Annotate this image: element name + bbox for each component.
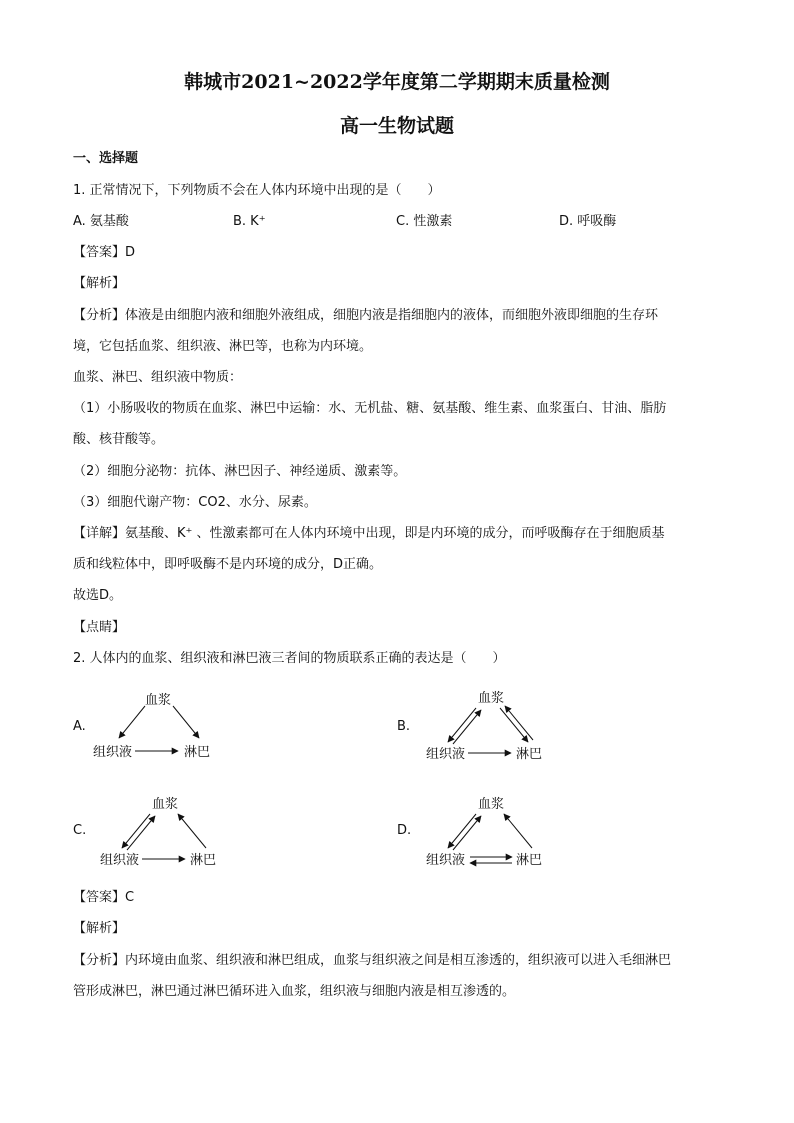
q1-analysis-label: 【解析】 xyxy=(73,276,126,291)
q2-answer: 【答案】C xyxy=(73,890,135,905)
arrow-plasma-to-tissue xyxy=(448,814,476,848)
plasma-label: 血浆 xyxy=(152,797,179,812)
q2-option-d-diagram xyxy=(420,790,560,876)
q2-option-c-letter: C. xyxy=(73,823,87,838)
arrow-plasma-to-tissue xyxy=(119,706,145,738)
q2-option-c-diagram xyxy=(94,790,234,872)
section-heading: 一、选择题 xyxy=(73,151,139,166)
arrow-lymph-to-plasma xyxy=(178,814,206,848)
lymph-label: 淋巴 xyxy=(184,745,211,760)
q1-analysis-line: （3）细胞代谢产物：CO2、水分、尿素。 xyxy=(73,495,317,510)
lymph-label: 淋巴 xyxy=(516,747,543,762)
q2-analysis-line: 【分析】内环境由血浆、组织液和淋巴组成，血浆与组织液之间是相互渗透的，组织液可以进入毛细淋巴 xyxy=(73,953,672,968)
lymph-label: 淋巴 xyxy=(516,853,543,868)
lymph-label: 淋巴 xyxy=(190,853,217,868)
q2-option-d-letter: D. xyxy=(397,823,412,838)
q1-analysis-line: 血浆、淋巴、组织液中物质： xyxy=(73,370,243,385)
q1-analysis-line: （1）小肠吸收的物质在血浆、淋巴中运输：水、无机盐、糖、氨基酸、维生素、血浆蛋白、甘油、脂肪 xyxy=(73,401,667,416)
plasma-label: 血浆 xyxy=(478,797,505,812)
tissue-fluid-label: 组织液 xyxy=(426,853,466,868)
plasma-label: 血浆 xyxy=(145,693,172,708)
tissue-fluid-label: 组织液 xyxy=(93,745,133,760)
q1-conclusion: 故选D。 xyxy=(73,588,123,603)
q1-detail-line: 【详解】氨基酸、K⁺ 、性激素都可在人体内环境中出现，即是内环境的成分，而呼吸酶存在于细胞质基 xyxy=(73,526,665,541)
q1-option-c: C. 性激素 xyxy=(396,214,453,229)
q1-option-a: A. 氨基酸 xyxy=(73,214,129,229)
plasma-label: 血浆 xyxy=(478,691,505,706)
q2-analysis-label: 【解析】 xyxy=(73,921,126,936)
q1-analysis-line: 酸、核苷酸等。 xyxy=(73,432,165,447)
q1-option-d: D. 呼吸酶 xyxy=(559,214,617,229)
question-1-stem: 1. 正常情况下，下列物质不会在人体内环境中出现的是（ ） xyxy=(73,183,441,198)
q1-option-b: B. K⁺ xyxy=(233,214,266,229)
arrow-lymph-to-plasma xyxy=(504,814,532,848)
question-2-stem: 2. 人体内的血浆、组织液和淋巴液三者间的物质联系正确的表达是（ ） xyxy=(73,651,506,666)
arrow-plasma-to-tissue xyxy=(122,814,150,848)
page-title: 韩城市2021~2022学年度第二学期期末质量检测 xyxy=(184,71,610,93)
q2-option-a-diagram xyxy=(85,684,225,766)
arrow-plasma-to-tissue xyxy=(448,708,476,742)
arrow-tissue-to-plasma xyxy=(453,710,481,744)
arrow-tissue-to-plasma xyxy=(453,816,481,850)
q1-analysis-line: （2）细胞分泌物：抗体、淋巴因子、神经递质、激素等。 xyxy=(73,464,407,479)
tissue-fluid-label: 组织液 xyxy=(426,747,466,762)
arrow-plasma-to-lymph xyxy=(173,706,199,738)
q1-analysis-line: 境，它包括血浆、组织液、淋巴等，也称为内环境。 xyxy=(73,339,373,354)
q2-option-b-letter: B. xyxy=(397,719,411,734)
tissue-fluid-label: 组织液 xyxy=(100,853,140,868)
q2-option-a-letter: A. xyxy=(73,719,86,734)
arrow-plasma-to-lymph xyxy=(500,708,528,742)
q1-note-label: 【点睛】 xyxy=(73,620,126,635)
q2-analysis-line: 管形成淋巴，淋巴通过淋巴循环进入血浆，组织液与细胞内液是相互渗透的。 xyxy=(73,984,516,999)
page-subtitle: 高一生物试题 xyxy=(339,115,454,137)
arrow-lymph-to-plasma xyxy=(505,706,533,740)
q1-analysis-line: 【分析】体液是由细胞内液和细胞外液组成，细胞内液是指细胞内的液体，而细胞外液即细胞的生存环 xyxy=(73,308,659,323)
q2-option-b-diagram xyxy=(420,684,560,766)
q1-answer: 【答案】D xyxy=(73,245,136,260)
q1-detail-line: 质和线粒体中，即呼吸酶不是内环境的成分，D正确。 xyxy=(73,557,383,572)
arrow-tissue-to-plasma xyxy=(127,816,155,850)
